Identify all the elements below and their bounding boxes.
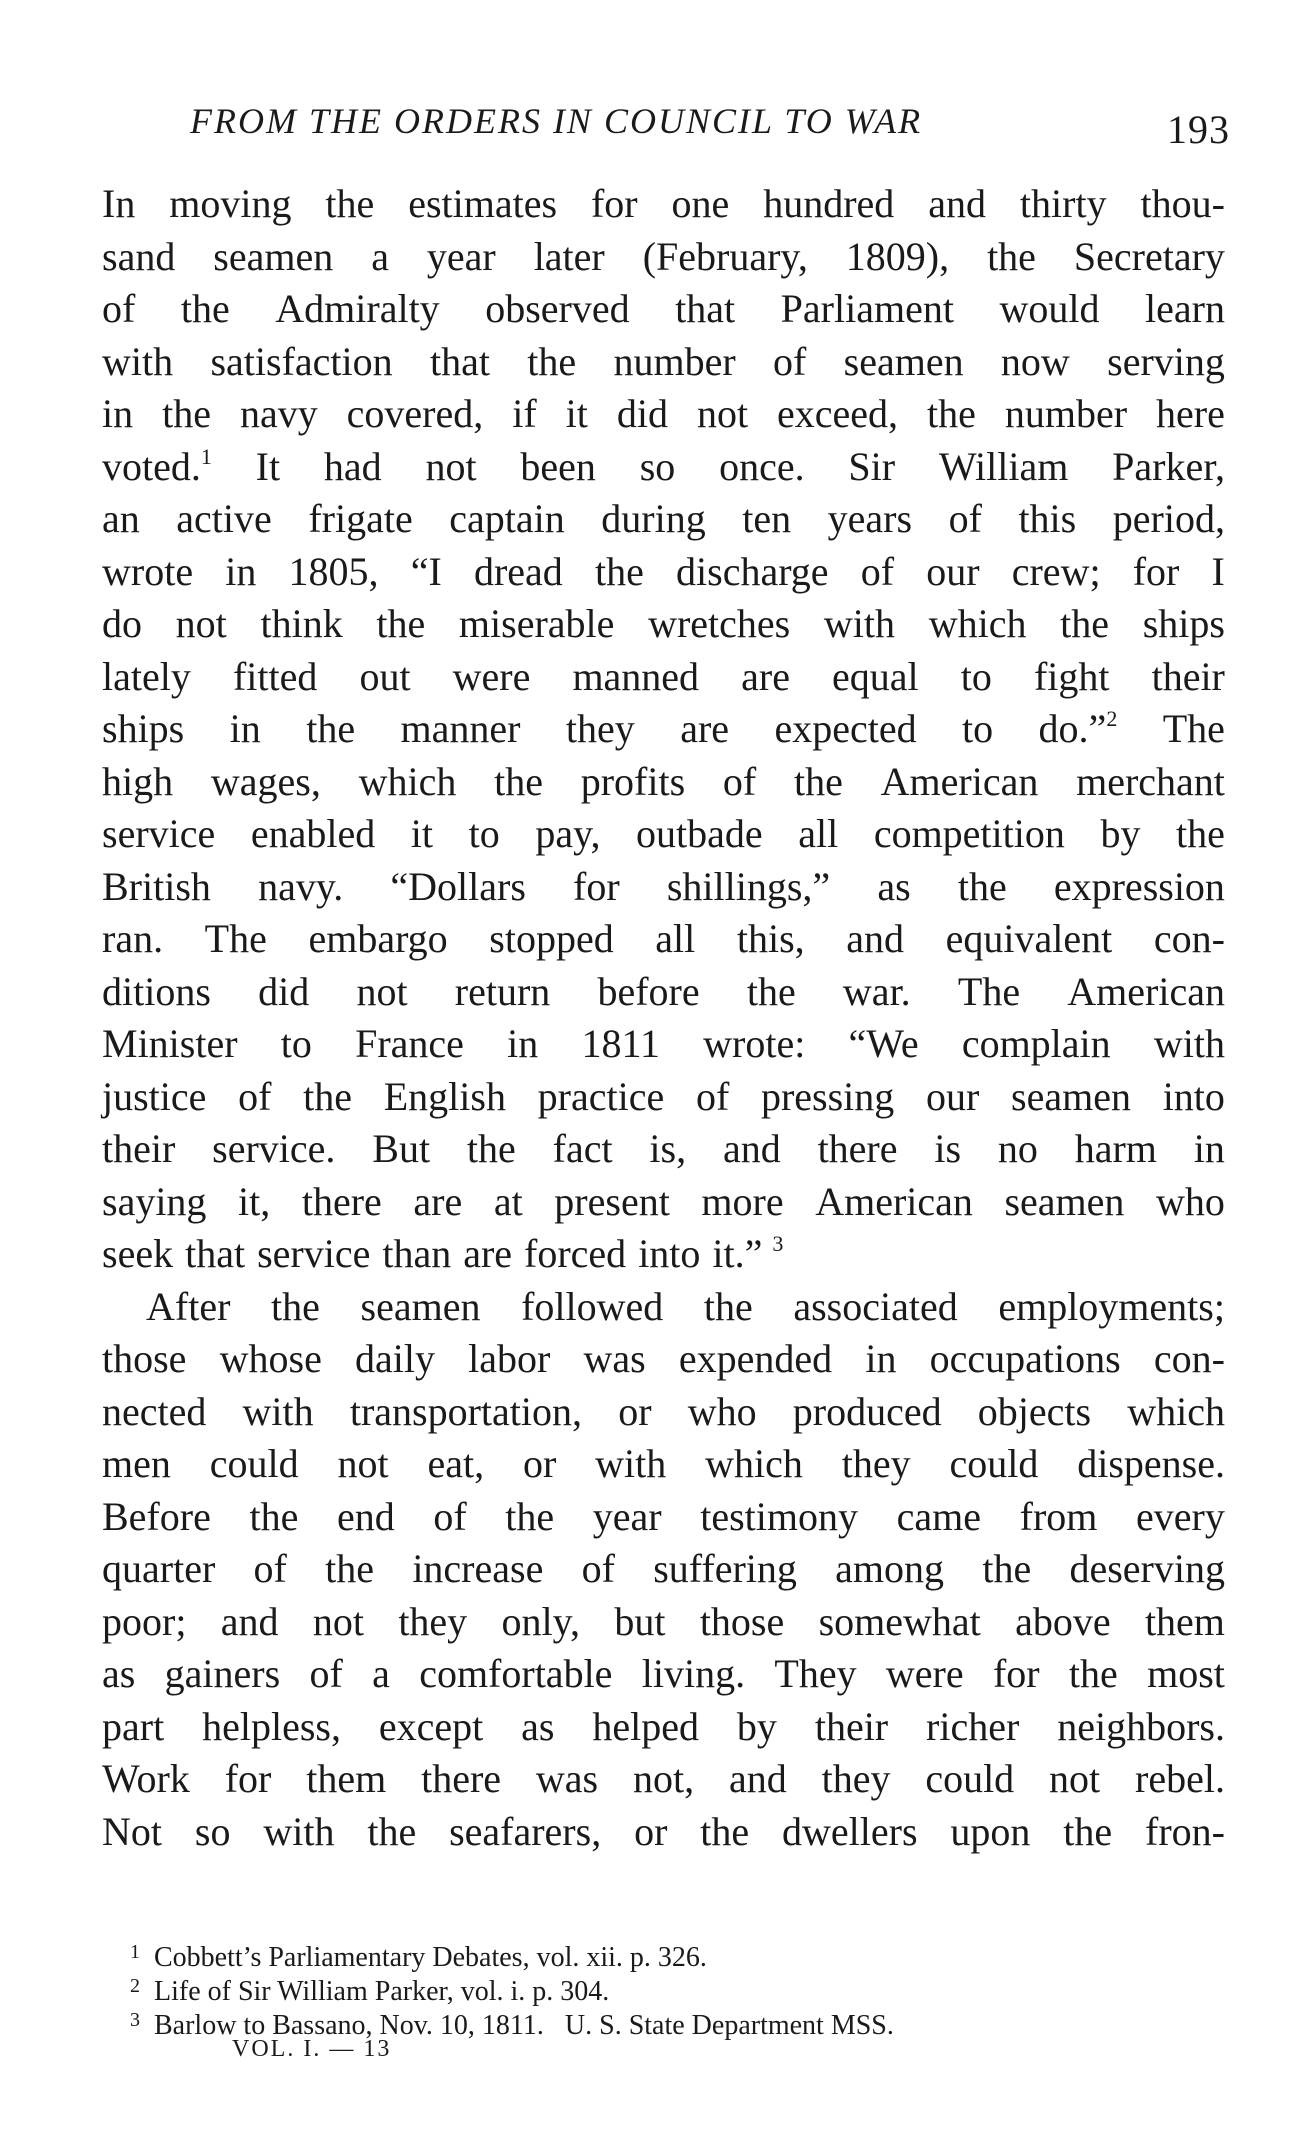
signature-mark: VOL. I. — 13 (232, 2036, 392, 2062)
footnote (130, 2003, 1230, 2041)
footnote-ref-3: 3 (772, 1231, 784, 1256)
page-number: 193 (1167, 107, 1230, 152)
text-line: lately fitted out were manned are equal to fight their (102, 653, 1225, 699)
text-line: high wages, which the profits of the American merchant (102, 758, 1225, 804)
footnote-ref-1: 1 (200, 443, 212, 469)
text-line: After the seamen followed the associated employments; (146, 1283, 1225, 1329)
footnote-text: Barlow to Bassano, Nov. 10, 1811. U. S. State Department MSS. (154, 2010, 894, 2041)
text-line: wrote in 1805, “I dread the discharge of our crew; for I (102, 548, 1225, 594)
text-line: Minister to France in 1811 wrote: “We complain with (102, 1021, 1225, 1066)
footnotes (130, 1935, 1230, 2041)
text-line: voted.$^1$ It had not been so once. Sir William Parker, (102, 443, 1225, 489)
text-line: service enabled it to pay, outbade all competition by the (102, 811, 1225, 856)
footnote-mark: 2 (130, 1975, 140, 1997)
text-line: quarter of the increase of suffering among the deserving (102, 1546, 1225, 1591)
footnote-mark: 3 (130, 2009, 140, 2031)
text-line: with satisfaction that the number of seamen now serving (102, 338, 1225, 384)
text-line: part helpless, except as helped by their richer neighbors. (102, 1703, 1225, 1749)
running-title: FROM THE ORDERS IN COUNCIL TO WAR (190, 101, 923, 141)
text-line: ditions did not return before the war. The American (102, 968, 1225, 1014)
footnote (130, 1969, 1230, 2007)
footnote-mark: 1 (130, 1941, 140, 1963)
text-line: poor; and not they only, but those somewhat above them (102, 1598, 1225, 1644)
text-line: ran. The embargo stopped all this, and equivalent con- (102, 916, 1225, 961)
text-line: men could not eat, or with which they could dispense. (102, 1441, 1225, 1486)
footnote-ref-2: 2 (1106, 706, 1118, 731)
body-text (102, 178, 1225, 1858)
text-line: British navy. “Dollars for shillings,” as the expression (102, 863, 1225, 909)
text-line: saying it, there are at present more American seamen who (102, 1178, 1225, 1224)
footnote (130, 1935, 1230, 1973)
footnote-text: Cobbett’s Parliamentary Debates, vol. xii. p. 326. (154, 1942, 707, 1973)
text-line: their service. But the fact is, and there is no harm in (102, 1126, 1225, 1171)
text-line: of the Admiralty observed that Parliament would learn (102, 286, 1225, 331)
text-line: those whose daily labor was expended in occupations con- (102, 1336, 1225, 1381)
text-line: In moving the estimates for one hundred and thirty thou- (102, 181, 1225, 226)
text-line: seek that service than are forced into it.” $^3$ (102, 1231, 784, 1276)
text-line: justice of the English practice of pressing our seamen into (102, 1073, 1225, 1119)
text-line: sand seamen a year later (February, 1809), the Secretary (102, 233, 1225, 279)
text-line: ships in the manner they are expected to do.”$^2$ The (102, 706, 1225, 751)
text-line: Work for them there was not, and they could not rebel. (102, 1756, 1225, 1801)
text-line: as gainers of a comfortable living. They were for the most (102, 1651, 1225, 1696)
text-line: Not so with the seafarers, or the dwellers upon the fron- (102, 1808, 1225, 1854)
text-line: an active frigate captain during ten years of this period, (102, 496, 1225, 541)
footnote-text: Life of Sir William Parker, vol. i. p. 304. (154, 1976, 610, 2007)
running-header (190, 100, 1230, 150)
text-line: in the navy covered, if it did not exceed, the number here (102, 391, 1225, 436)
text-line: Before the end of the year testimony came from every (102, 1493, 1225, 1539)
text-line: nected with transportation, or who produced objects which (102, 1388, 1225, 1434)
text-line: do not think the miserable wretches with which the ships (102, 601, 1225, 646)
